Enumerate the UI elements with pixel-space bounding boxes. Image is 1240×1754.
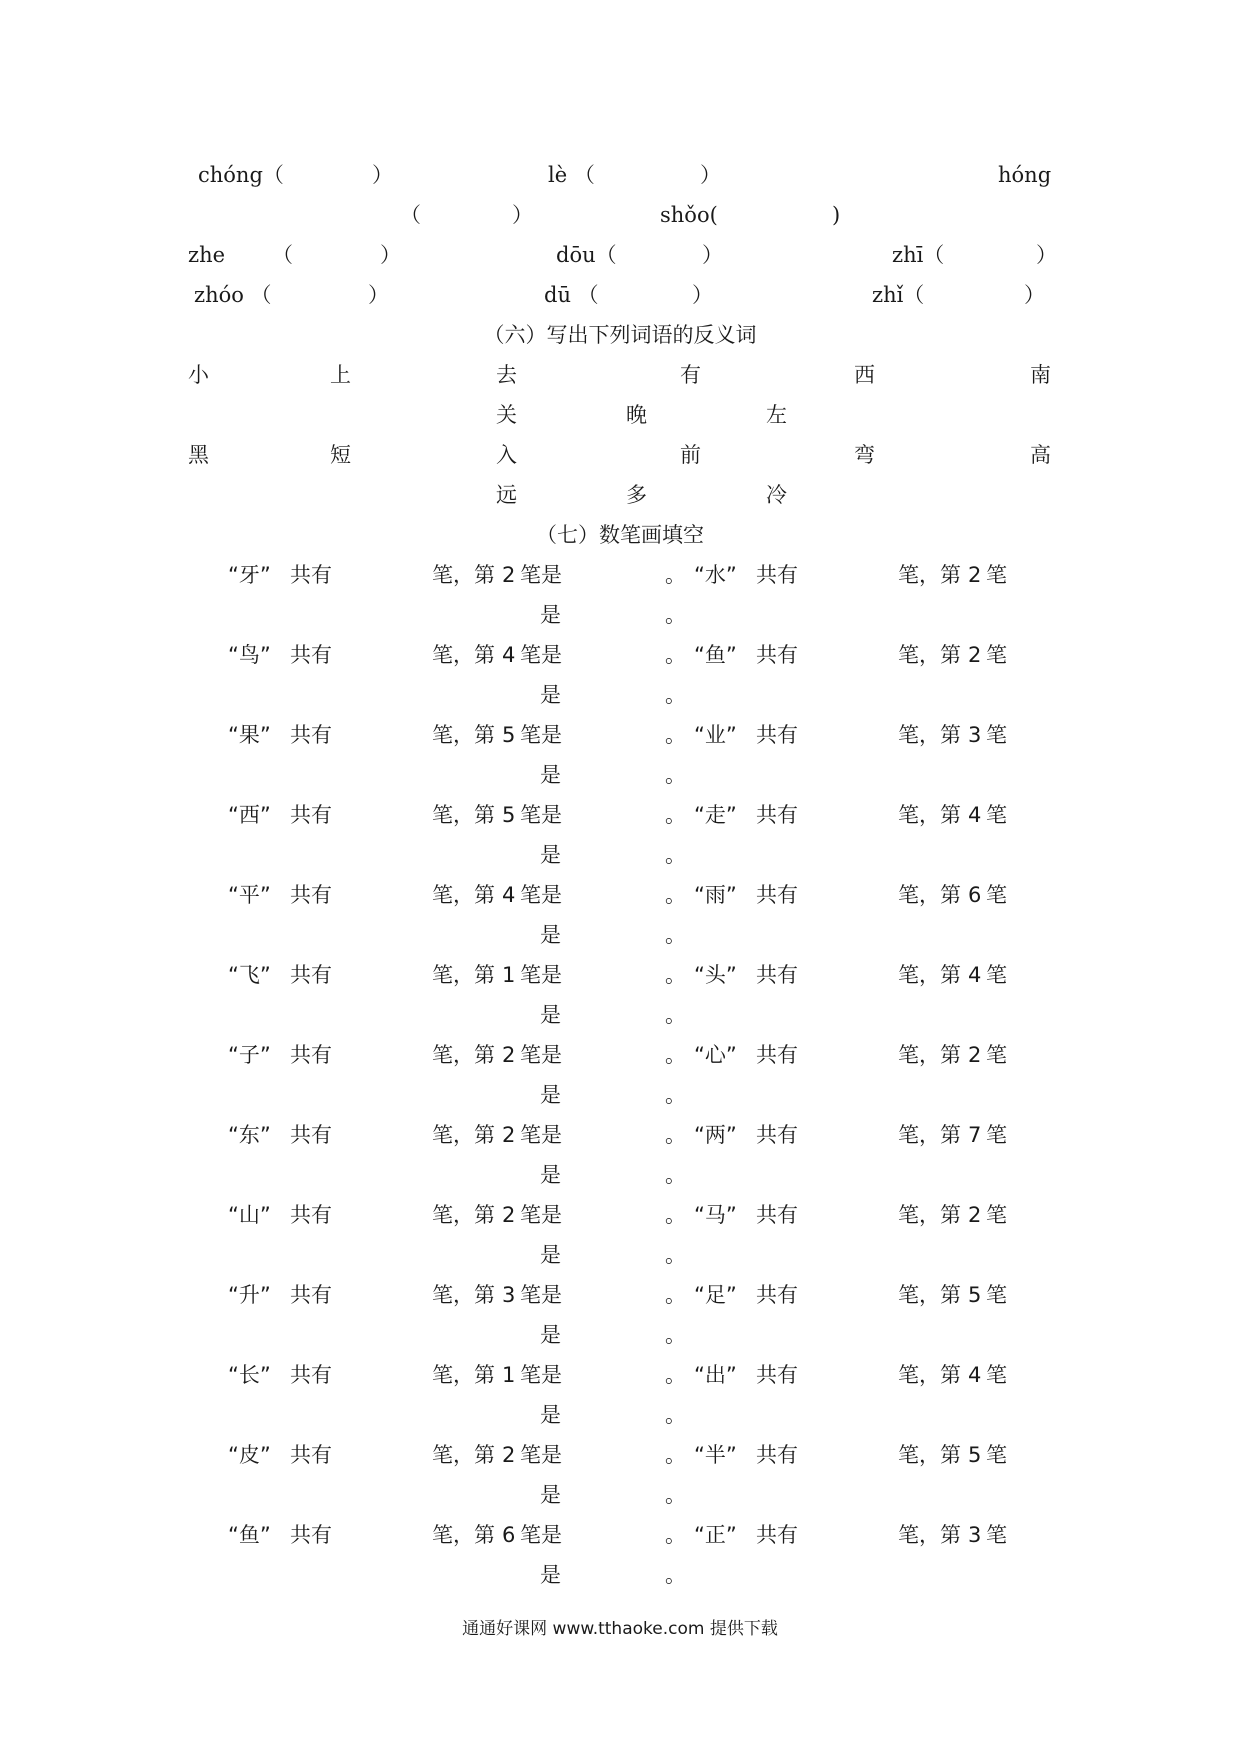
antonym-word: 高 <box>1030 443 1051 467</box>
character-2: “业” <box>694 723 737 747</box>
antonym-word: 冷 <box>766 483 787 507</box>
stroke-number-1: 4 <box>502 643 516 667</box>
stroke-number-1: 1 <box>502 963 516 987</box>
label-gongyou: 共有 <box>290 1123 332 1147</box>
paren-close: ） <box>692 283 713 307</box>
label-bi-shi: 笔是 <box>520 563 562 587</box>
character-1: “皮” <box>228 1443 271 1467</box>
label-bi-di: 笔，第 <box>898 1203 961 1227</box>
stroke-number-1: 2 <box>502 563 516 587</box>
stroke-number-2: 4 <box>968 803 982 827</box>
label-bi-di: 笔，第 <box>898 1123 961 1147</box>
label-bi-di: 笔，第 <box>898 1363 961 1387</box>
label-bi-shi: 笔是 <box>520 1123 562 1147</box>
section6-heading: （六）写出下列词语的反义词 <box>483 323 757 347</box>
label-bi: 笔 <box>986 1443 1007 1467</box>
label-gongyou: 共有 <box>756 963 798 987</box>
stroke-number-1: 2 <box>502 1123 516 1147</box>
period: 。 <box>665 603 686 627</box>
label-gongyou: 共有 <box>756 1363 798 1387</box>
label-bi-shi: 笔是 <box>520 1443 562 1467</box>
stroke-number-1: 2 <box>502 1203 516 1227</box>
label-bi-shi: 笔是 <box>520 1043 562 1067</box>
stroke-number-2: 4 <box>968 1363 982 1387</box>
label-bi-di: 笔，第 <box>898 643 961 667</box>
antonym-word: 关 <box>496 403 517 427</box>
label-gongyou: 共有 <box>290 1523 332 1547</box>
paren-open: （ <box>400 203 421 227</box>
label-bi-di: 笔，第 <box>432 963 495 987</box>
label-bi-shi: 笔是 <box>520 1283 562 1307</box>
label-shi: 是 <box>540 1403 561 1427</box>
stroke-number-1: 6 <box>502 1523 516 1547</box>
label-bi-di: 笔，第 <box>898 1043 961 1067</box>
label-gongyou: 共有 <box>756 1203 798 1227</box>
period: 。 <box>665 1403 686 1427</box>
label-bi: 笔 <box>986 563 1007 587</box>
label-gongyou: 共有 <box>290 963 332 987</box>
label-bi-di: 笔，第 <box>432 723 495 747</box>
period: 。 <box>665 923 686 947</box>
label-bi-shi: 笔是 <box>520 1363 562 1387</box>
label-gongyou: 共有 <box>290 803 332 827</box>
antonym-word: 西 <box>854 363 875 387</box>
label-gongyou: 共有 <box>756 563 798 587</box>
paren-close: ） <box>702 243 723 267</box>
label-bi-di: 笔，第 <box>432 803 495 827</box>
label-bi-di: 笔，第 <box>898 1443 961 1467</box>
character-2: “雨” <box>694 883 737 907</box>
label-bi-di: 笔，第 <box>898 883 961 907</box>
period: 。 <box>665 1323 686 1347</box>
label-gongyou: 共有 <box>290 1043 332 1067</box>
label-bi-shi: 笔是 <box>520 643 562 667</box>
character-2: “水” <box>694 563 737 587</box>
label-gongyou: 共有 <box>756 1443 798 1467</box>
stroke-number-2: 6 <box>968 883 982 907</box>
section7-heading: （七）数笔画填空 <box>536 523 704 547</box>
pinyin-zhe: zhe <box>188 243 226 267</box>
period: 。 <box>665 803 686 827</box>
label-bi-shi: 笔是 <box>520 963 562 987</box>
period: 。 <box>665 1083 686 1107</box>
label-bi: 笔 <box>986 723 1007 747</box>
pinyin-dou: dōu（ <box>556 243 617 267</box>
period: 。 <box>665 1003 686 1027</box>
stroke-number-2: 3 <box>968 723 982 747</box>
stroke-number-1: 2 <box>502 1443 516 1467</box>
label-shi: 是 <box>540 1563 561 1587</box>
stroke-number-2: 7 <box>968 1123 982 1147</box>
stroke-number-2: 2 <box>968 563 982 587</box>
character-2: “鱼” <box>694 643 737 667</box>
character-2: “正” <box>694 1523 737 1547</box>
antonym-word: 去 <box>496 363 517 387</box>
paren-open: （ <box>272 243 293 267</box>
antonym-word: 黑 <box>188 443 209 467</box>
period: 。 <box>665 1123 686 1147</box>
label-bi-di: 笔，第 <box>432 1043 495 1067</box>
stroke-number-2: 4 <box>968 963 982 987</box>
label-shi: 是 <box>540 1163 561 1187</box>
character-2: “足” <box>694 1283 737 1307</box>
label-bi: 笔 <box>986 963 1007 987</box>
period: 。 <box>665 683 686 707</box>
label-gongyou: 共有 <box>290 723 332 747</box>
pinyin-le: lè （ <box>548 163 595 187</box>
antonym-word: 弯 <box>854 443 875 467</box>
character-1: “西” <box>228 803 271 827</box>
character-2: “出” <box>694 1363 737 1387</box>
antonym-word: 前 <box>680 443 701 467</box>
label-shi: 是 <box>540 683 561 707</box>
character-1: “牙” <box>228 563 271 587</box>
pinyin-hong: hóng <box>998 163 1052 187</box>
character-1: “平” <box>228 883 271 907</box>
label-gongyou: 共有 <box>756 723 798 747</box>
period: 。 <box>665 1163 686 1187</box>
antonym-word: 多 <box>626 483 647 507</box>
period: 。 <box>665 1443 686 1467</box>
label-bi: 笔 <box>986 1283 1007 1307</box>
label-shi: 是 <box>540 1083 561 1107</box>
label-bi: 笔 <box>986 1043 1007 1067</box>
stroke-number-1: 2 <box>502 1043 516 1067</box>
character-2: “马” <box>694 1203 737 1227</box>
label-bi-di: 笔，第 <box>898 563 961 587</box>
stroke-number-2: 5 <box>968 1443 982 1467</box>
character-1: “飞” <box>228 963 271 987</box>
label-gongyou: 共有 <box>756 1043 798 1067</box>
period: 。 <box>665 1203 686 1227</box>
label-shi: 是 <box>540 1003 561 1027</box>
character-2: “头” <box>694 963 737 987</box>
label-bi: 笔 <box>986 1123 1007 1147</box>
pinyin-shao: shǒo( <box>660 203 718 227</box>
label-bi-di: 笔，第 <box>898 1523 961 1547</box>
paren-close: ) <box>832 203 841 227</box>
label-bi: 笔 <box>986 1523 1007 1547</box>
antonym-word: 远 <box>496 483 517 507</box>
label-shi: 是 <box>540 763 561 787</box>
label-bi-shi: 笔是 <box>520 1203 562 1227</box>
pinyin-zhi3: zhǐ（ <box>872 283 925 307</box>
label-bi-di: 笔，第 <box>898 963 961 987</box>
label-bi-di: 笔，第 <box>432 1123 495 1147</box>
stroke-number-1: 4 <box>502 883 516 907</box>
period: 。 <box>665 1563 686 1587</box>
label-bi-di: 笔，第 <box>432 1523 495 1547</box>
period: 。 <box>665 1283 686 1307</box>
label-bi-shi: 笔是 <box>520 723 562 747</box>
label-bi-di: 笔，第 <box>432 1443 495 1467</box>
character-2: “走” <box>694 803 737 827</box>
label-shi: 是 <box>540 843 561 867</box>
label-gongyou: 共有 <box>290 563 332 587</box>
paren-close: ） <box>1024 283 1045 307</box>
label-bi-shi: 笔是 <box>520 883 562 907</box>
character-1: “鱼” <box>228 1523 271 1547</box>
label-gongyou: 共有 <box>756 643 798 667</box>
antonym-word: 短 <box>330 443 351 467</box>
label-bi-di: 笔，第 <box>432 1203 495 1227</box>
period: 。 <box>665 963 686 987</box>
period: 。 <box>665 723 686 747</box>
pinyin-chong: chóng（ <box>198 163 284 187</box>
label-bi-shi: 笔是 <box>520 1523 562 1547</box>
label-bi: 笔 <box>986 883 1007 907</box>
pinyin-zhao: zhóo （ <box>194 283 272 307</box>
label-shi: 是 <box>540 603 561 627</box>
period: 。 <box>665 1243 686 1267</box>
stroke-number-2: 2 <box>968 1043 982 1067</box>
label-gongyou: 共有 <box>756 1123 798 1147</box>
label-bi: 笔 <box>986 643 1007 667</box>
stroke-number-1: 1 <box>502 1363 516 1387</box>
stroke-number-1: 5 <box>502 723 516 747</box>
label-bi: 笔 <box>986 1363 1007 1387</box>
label-bi-di: 笔，第 <box>898 723 961 747</box>
pinyin-zhi1: zhī（ <box>892 243 945 267</box>
paren-close: ） <box>372 163 393 187</box>
label-gongyou: 共有 <box>756 883 798 907</box>
period: 。 <box>665 1523 686 1547</box>
character-1: “鸟” <box>228 643 271 667</box>
paren-close: ） <box>512 203 533 227</box>
character-2: “两” <box>694 1123 737 1147</box>
stroke-number-1: 3 <box>502 1283 516 1307</box>
antonym-word: 晚 <box>626 403 647 427</box>
label-bi-di: 笔，第 <box>432 1283 495 1307</box>
period: 。 <box>665 883 686 907</box>
period: 。 <box>665 843 686 867</box>
label-gongyou: 共有 <box>756 1523 798 1547</box>
label-bi-shi: 笔是 <box>520 803 562 827</box>
label-bi-di: 笔，第 <box>432 1363 495 1387</box>
label-shi: 是 <box>540 1483 561 1507</box>
antonym-word: 入 <box>496 443 517 467</box>
antonym-word: 南 <box>1030 363 1051 387</box>
pinyin-du: dū （ <box>544 283 599 307</box>
label-gongyou: 共有 <box>290 1443 332 1467</box>
period: 。 <box>665 1363 686 1387</box>
period: 。 <box>665 643 686 667</box>
label-shi: 是 <box>540 1323 561 1347</box>
label-bi-di: 笔，第 <box>432 563 495 587</box>
label-gongyou: 共有 <box>290 643 332 667</box>
label-shi: 是 <box>540 1243 561 1267</box>
label-shi: 是 <box>540 923 561 947</box>
label-bi-di: 笔，第 <box>432 643 495 667</box>
period: 。 <box>665 763 686 787</box>
character-1: “长” <box>228 1363 271 1387</box>
character-2: “半” <box>694 1443 737 1467</box>
antonym-word: 上 <box>330 363 351 387</box>
antonym-word: 左 <box>766 403 787 427</box>
character-1: “子” <box>228 1043 271 1067</box>
stroke-number-2: 3 <box>968 1523 982 1547</box>
character-1: “山” <box>228 1203 271 1227</box>
label-gongyou: 共有 <box>290 883 332 907</box>
label-bi-di: 笔，第 <box>898 803 961 827</box>
stroke-number-1: 5 <box>502 803 516 827</box>
antonym-word: 小 <box>188 363 209 387</box>
character-1: “升” <box>228 1283 271 1307</box>
footer-credit: 通通好课网 www.tthaoke.com 提供下载 <box>462 1619 778 1639</box>
label-gongyou: 共有 <box>290 1203 332 1227</box>
stroke-number-2: 2 <box>968 643 982 667</box>
paren-close: ） <box>700 163 721 187</box>
label-bi: 笔 <box>986 803 1007 827</box>
label-bi-di: 笔，第 <box>432 883 495 907</box>
character-2: “心” <box>694 1043 737 1067</box>
stroke-number-2: 2 <box>968 1203 982 1227</box>
label-gongyou: 共有 <box>756 1283 798 1307</box>
label-bi: 笔 <box>986 1203 1007 1227</box>
antonym-word: 有 <box>680 363 701 387</box>
paren-close: ） <box>380 243 401 267</box>
label-bi-di: 笔，第 <box>898 1283 961 1307</box>
period: 。 <box>665 1043 686 1067</box>
label-gongyou: 共有 <box>756 803 798 827</box>
character-1: “东” <box>228 1123 271 1147</box>
period: 。 <box>665 563 686 587</box>
period: 。 <box>665 1483 686 1507</box>
label-gongyou: 共有 <box>290 1283 332 1307</box>
stroke-number-2: 5 <box>968 1283 982 1307</box>
character-1: “果” <box>228 723 271 747</box>
paren-close: ） <box>368 283 389 307</box>
label-gongyou: 共有 <box>290 1363 332 1387</box>
paren-close: ） <box>1036 243 1057 267</box>
